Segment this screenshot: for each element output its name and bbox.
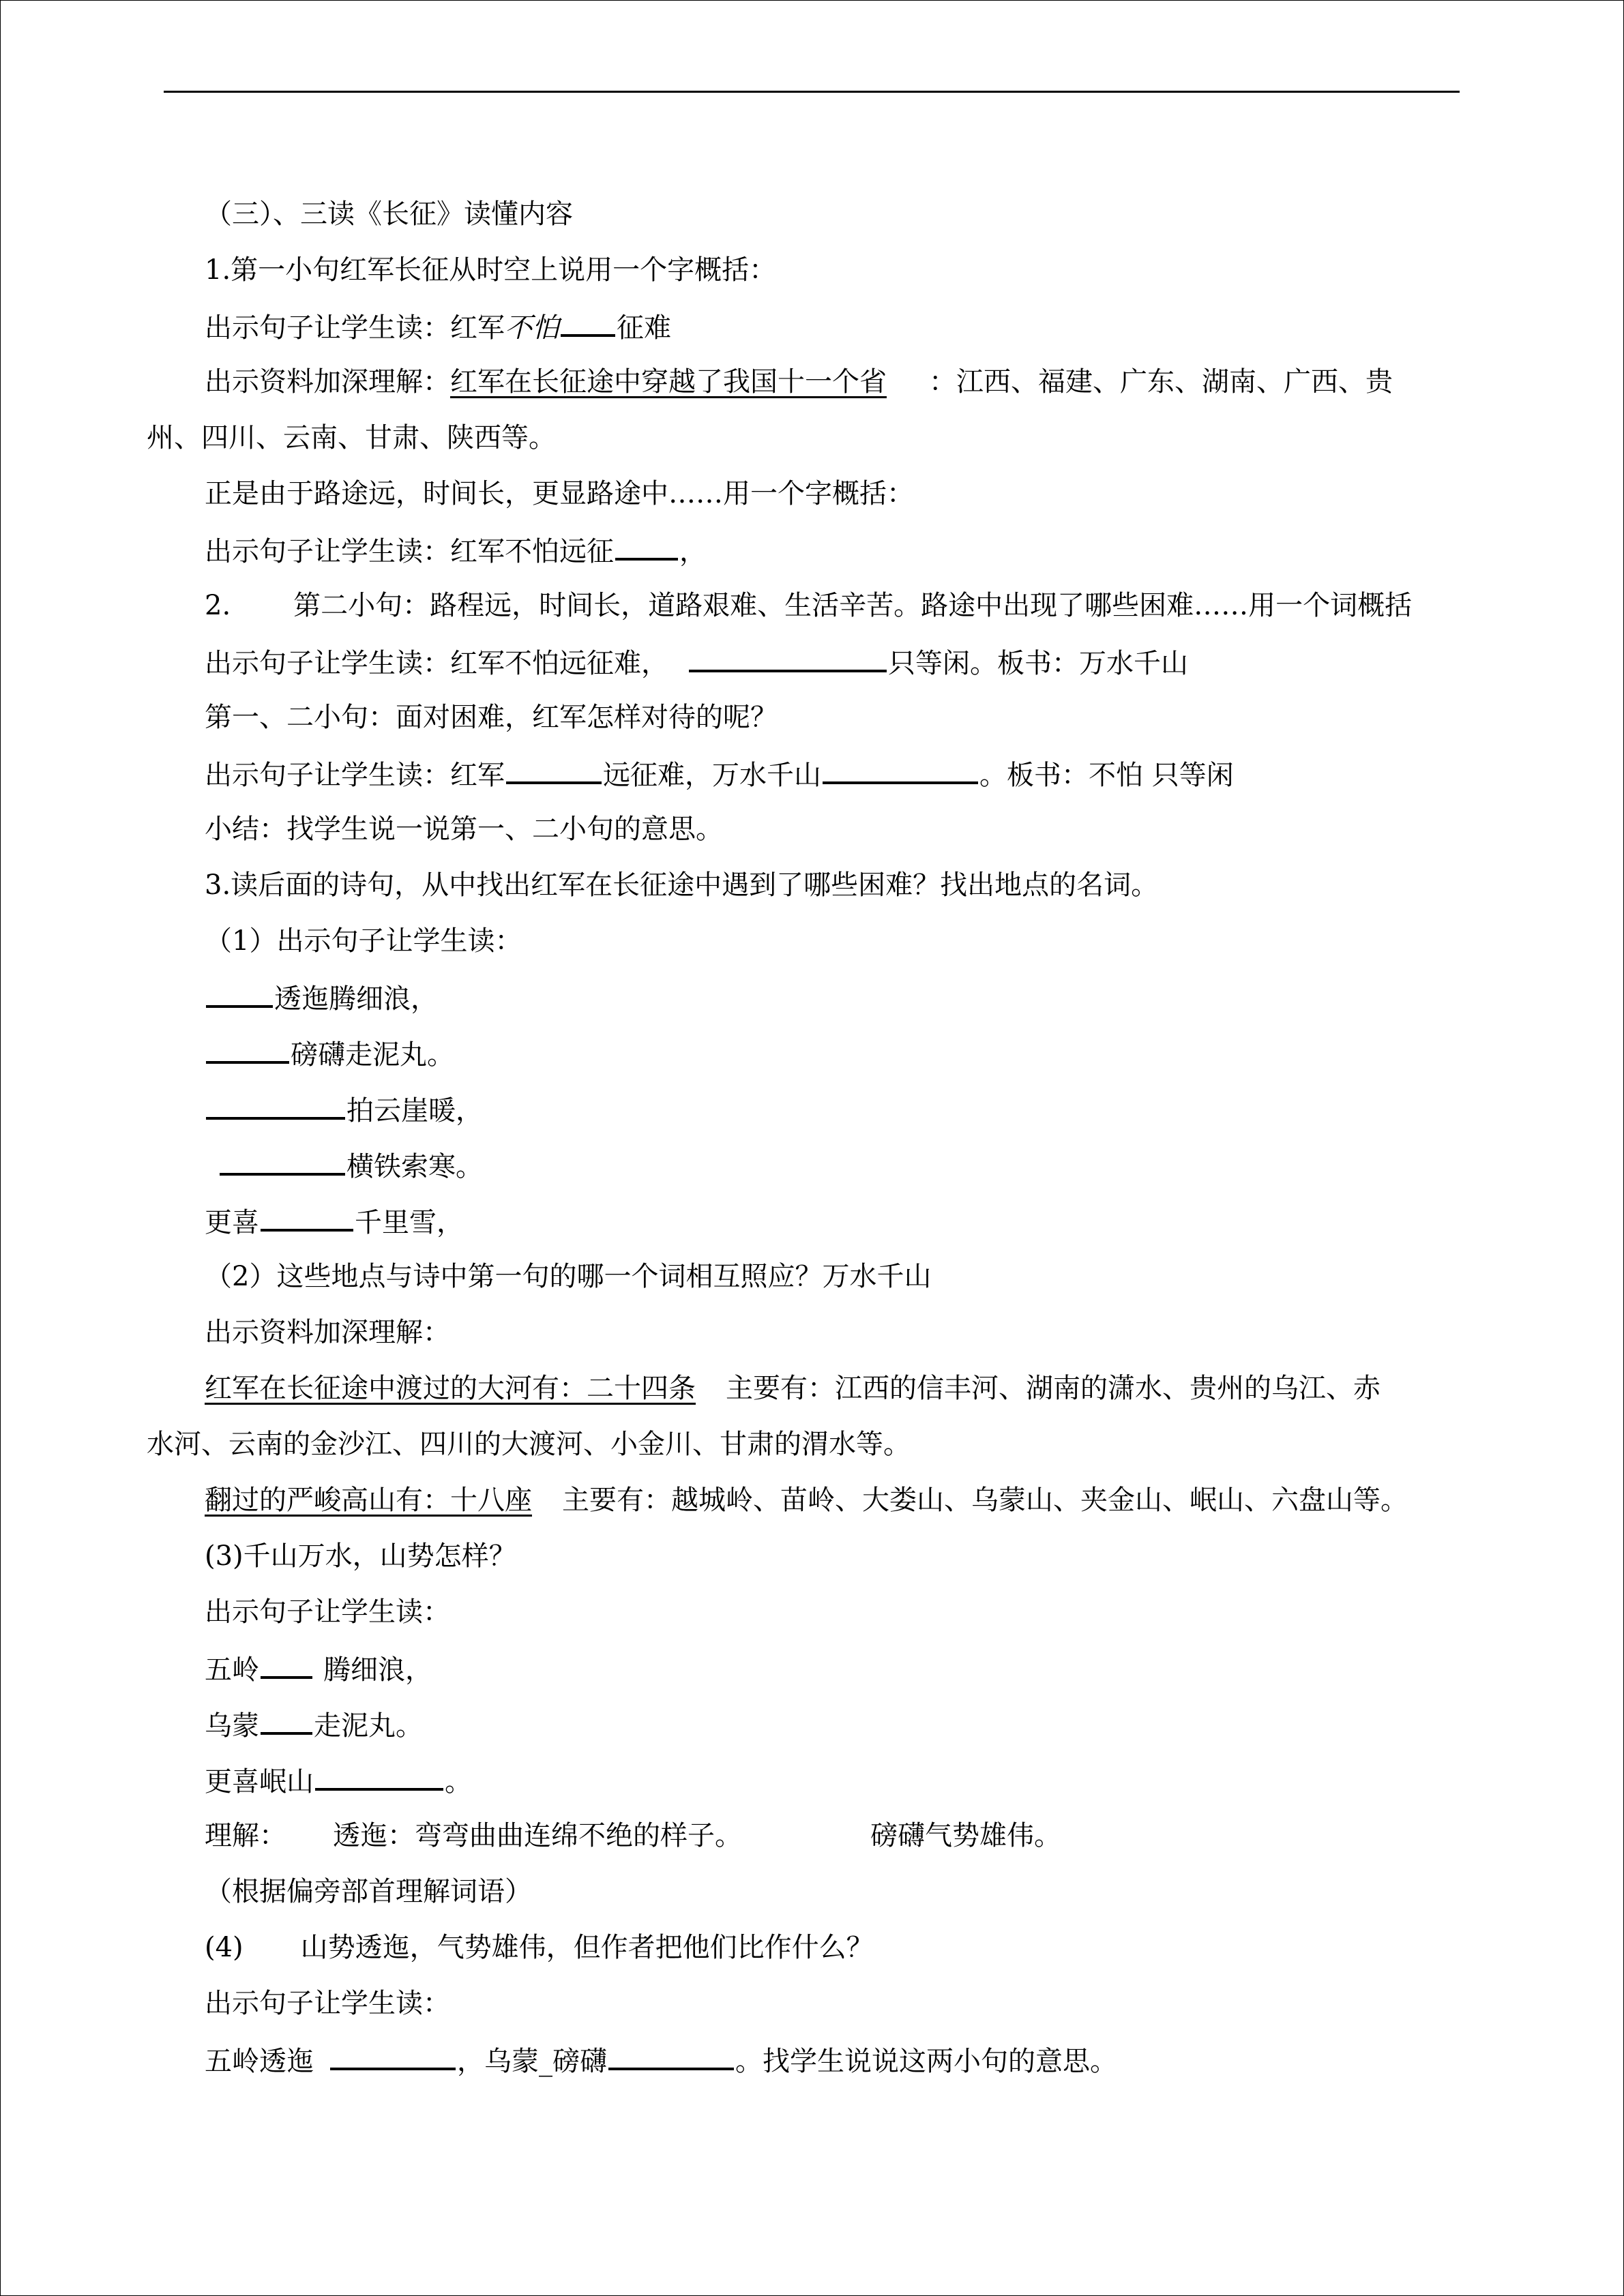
fill-blank[interactable] <box>506 757 602 784</box>
fill-blank[interactable] <box>206 981 273 1008</box>
q1-read-line: 出示句子让学生读：红军不怕 征难 <box>205 310 1501 342</box>
q1-read-line-2: 出示句子让学生读：红军不怕远征 ， <box>205 533 1501 566</box>
fill-blank[interactable] <box>330 2043 456 2070</box>
q2-conclusion: 小结：找学生说一说第一、二小句的意思。 <box>205 814 723 845</box>
q3-material-label: 出示资料加深理解： <box>205 1317 450 1348</box>
fill-blank[interactable] <box>206 1092 345 1120</box>
q3-read-label: 出示句子让学生读： <box>205 1596 450 1628</box>
mountain-line-1: 五岭 腾细浪， <box>205 1652 1501 1684</box>
poem-line-5: 更喜 千里雪， <box>205 1204 1501 1237</box>
q3-sub3: (3)千山万水，山势怎样？ <box>205 1540 516 1572</box>
q3-title: 3.读后面的诗句，从中找出红军在长征途中遇到了哪些困难？找出地点的名词。 <box>205 869 1159 901</box>
fill-blank[interactable] <box>261 1652 312 1679</box>
q1-title: 1.第一小句红军长征从时空上说用一个字概括： <box>205 254 777 286</box>
q2-read-line-2: 出示句子让学生读：红军 远征难，万水千山 。板书：不怕 只等闲 <box>205 757 1501 790</box>
mountains-line: 翻过的严峻高山有：十八座 主要有：越城岭、苗岭、大娄山、乌蒙山、夹金山、岷山、六盘山等。 <box>205 1485 1408 1516</box>
fill-blank[interactable] <box>689 645 887 672</box>
q2-read-line: 出示句子让学生读：红军不怕远征难， 只等闲。板书：万水千山 <box>205 645 1501 678</box>
fill-blank[interactable] <box>220 1148 345 1176</box>
fill-blank[interactable] <box>261 1708 312 1735</box>
mountain-line-2: 乌蒙 走泥丸。 <box>205 1708 1501 1740</box>
fill-blank[interactable] <box>608 2043 734 2070</box>
q3-read-label-2: 出示句子让学生读： <box>205 1988 450 2019</box>
header-rule <box>164 91 1460 93</box>
poem-line-4: 横铁索寒。 <box>205 1148 1501 1181</box>
radical-note: （根据偏旁部首理解词语） <box>205 1876 532 1907</box>
last-line: 五岭透迤 ，乌蒙_磅礴 。找学生说说这两小句的意思。 <box>205 2043 1501 2076</box>
mountain-line-3: 更喜岷山 。 <box>205 1763 1501 1796</box>
fill-blank[interactable] <box>261 1204 353 1232</box>
fill-blank[interactable] <box>615 533 678 561</box>
understand-line: 理解： 透迤：弯弯曲曲连绵不绝的样子。 磅礴气势雄伟。 <box>205 1820 1061 1851</box>
fill-blank[interactable] <box>315 1763 443 1791</box>
poem-line-3: 拍云崖暖， <box>205 1092 1501 1125</box>
q1-material-line: 出示资料加深理解：红军在长征途中穿越了我国十一个省 ：江西、福建、广东、湖南、广西、贵 <box>205 366 1393 398</box>
rivers-line: 红军在长征途中渡过的大河有：二十四条 主要有：江西的信丰河、湖南的潇水、贵州的乌江、赤 <box>205 1373 1381 1404</box>
q3-sub1: （1）出示句子让学生读： <box>205 925 522 957</box>
fill-blank[interactable] <box>561 310 615 337</box>
q1-material-line-2: 州、四川、云南、甘肃、陕西等。 <box>147 422 556 453</box>
poem-line-2: 磅礴走泥丸。 <box>205 1037 1501 1069</box>
fill-blank[interactable] <box>206 1037 289 1064</box>
rivers-line-2: 水河、云南的金沙江、四川的大渡河、小金川、甘肃的渭水等。 <box>147 1429 911 1460</box>
q2-title: 2. 第二小句：路程远，时间长，道路艰难、生活辛苦。路途中出现了哪些困难……用一个词概括 <box>205 590 1413 621</box>
section-heading: （三）、三读《长征》读懂内容 <box>205 198 573 230</box>
q1-summary: 正是由于路途远，时间长，更显路途中……用一个字概括： <box>205 478 914 509</box>
q3-sub2: （2）这些地点与诗中第一句的哪一个词相互照应？万水千山 <box>205 1261 932 1292</box>
fill-blank[interactable] <box>823 757 978 784</box>
q2-question: 第一、二小句：面对困难，红军怎样对待的呢？ <box>205 702 778 733</box>
q3-sub4: (4) 山势透迤，气势雄伟，但作者把他们比作什么？ <box>205 1932 874 1963</box>
poem-line-1: 透迤腾细浪， <box>205 981 1501 1013</box>
